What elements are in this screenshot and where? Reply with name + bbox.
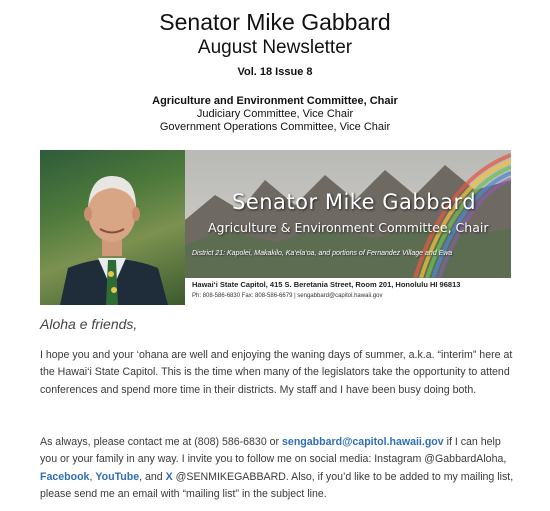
banner-address: Hawai‘i State Capitol, 415 S. Beretania Street, Room 201, Honolulu HI 96813 [192,280,461,289]
contact-text-3: , [89,470,96,483]
youtube-link[interactable]: YouTube [95,470,140,483]
banner-district: District 21: Kapolei, Makakilo, Ka‘ela‘oa, and portions of Fernandez Village and Ewa [192,250,453,257]
facebook-link[interactable]: Facebook [40,470,90,483]
header-banner [40,150,511,305]
volume-issue: Vol. 18 Issue 8 [237,66,313,78]
mountain-rainbow-image [185,150,511,278]
newsletter-title: Senator Mike Gabbard [159,9,391,35]
intro-paragraph: I hope you and your ‘ohana are well and enjoying the waning days of summer, a.k.a. “interim” here at the Hawai‘i State Capitol. This is the time when many of the legislators take the opportunity to attend conferences and spend more time in their districts. My staff and I have been busy doing both. [40,349,513,396]
banner-contact: Ph: 808-586-6830 Fax: 808-586-6679 | sengabbard@capitol.hawaii.gov [192,293,383,299]
senator-portrait-image [40,150,185,305]
contact-text-5: @SENMIKEGABBARD. Also, if you’d like to be added to my mailing list, please send me an email with “mailing list” in the subject line. [40,470,514,501]
email-link[interactable]: sengabbard@capitol.hawaii.gov [282,436,444,448]
contact-text-4: , and [139,470,166,483]
banner-committee: Agriculture & Environment Committee, Chair [208,220,489,235]
role-vice-chair-judiciary: Judiciary Committee, Vice Chair [196,108,354,120]
mountain-landscape-graphic [185,150,511,278]
role-chair: Agriculture and Environment Committee, Chair [152,95,398,107]
senator-photo [40,150,185,305]
contact-paragraph [40,434,515,504]
contact-text-1: As always, please contact me at (808) 586-6830 or [40,436,283,448]
committee-roles [0,95,550,134]
contact-text-2: if I can help you or your family in any way. I invite you to follow me on social media: Instagram @GabbardAloha, [40,436,507,466]
banner-senator-name: Senator Mike Gabbard [232,190,477,214]
x-link[interactable]: X [165,470,173,483]
role-vice-chair-government: Government Operations Committee, Vice Chair [159,121,391,133]
greeting: Aloha e friends, [40,316,138,332]
newsletter-subtitle: August Newsletter [197,37,353,58]
